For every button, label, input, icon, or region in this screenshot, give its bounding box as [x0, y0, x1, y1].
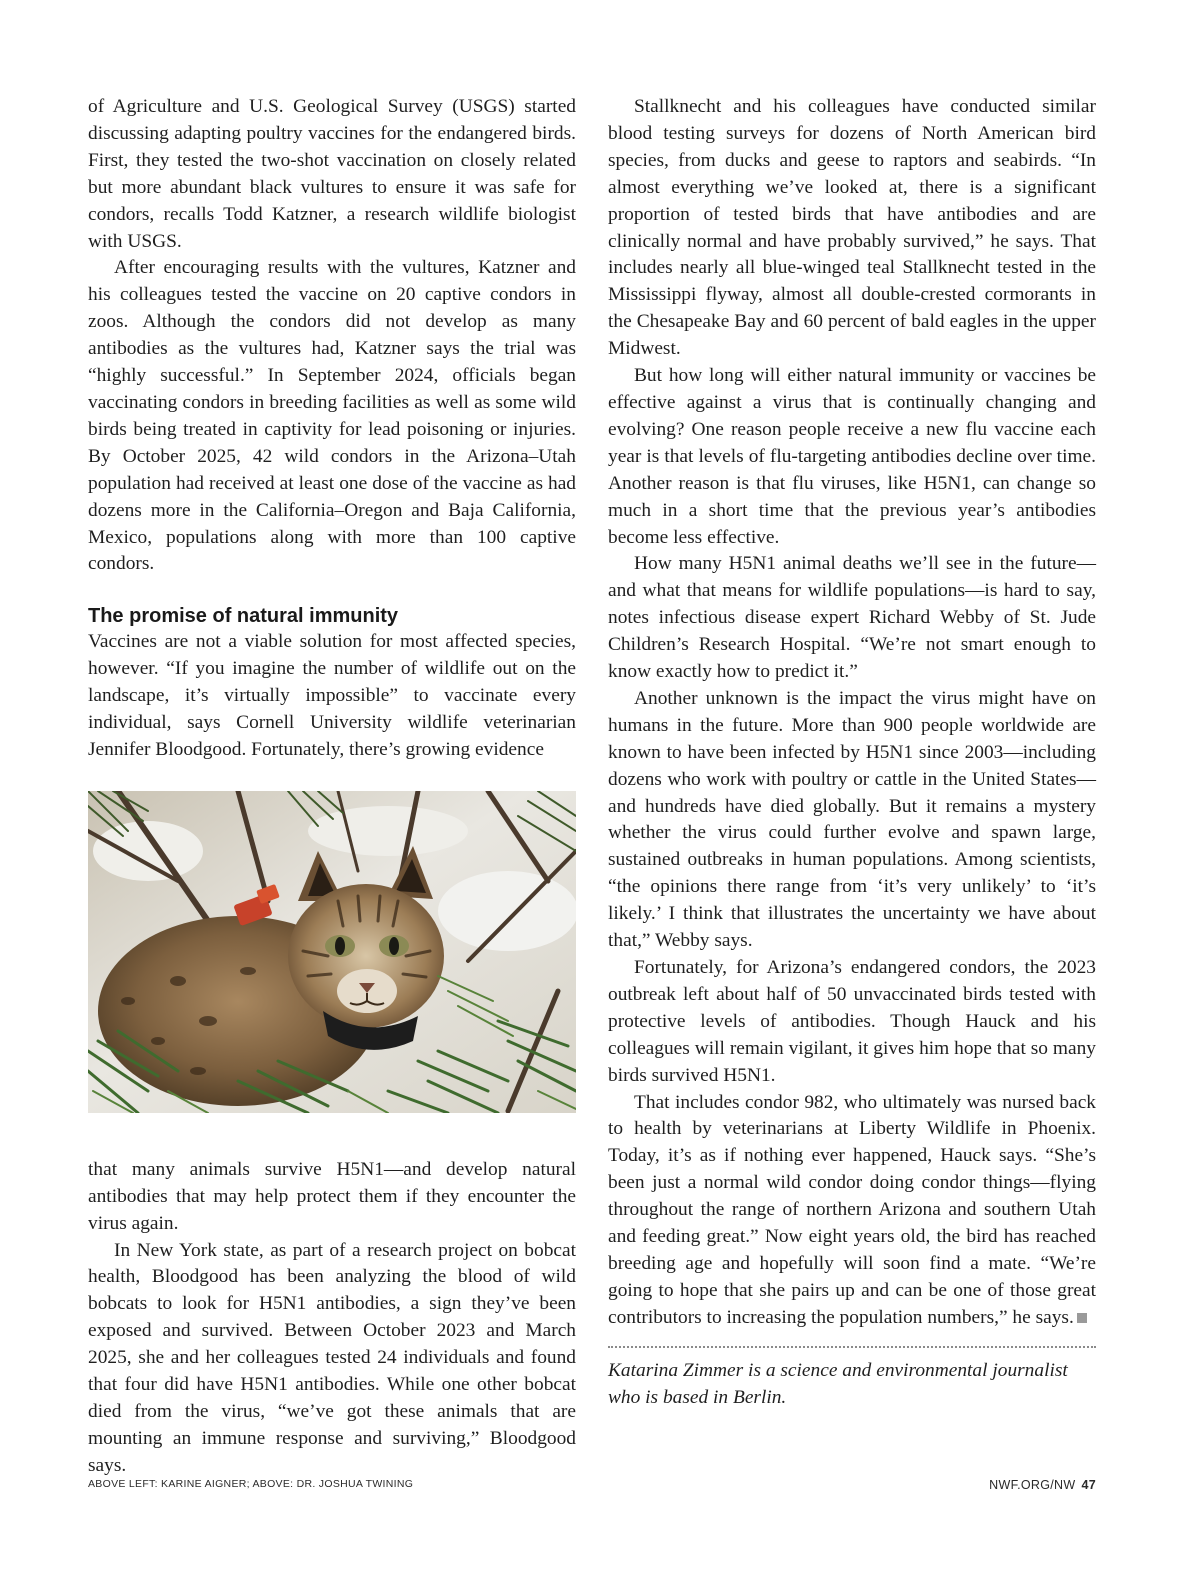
left-paragraph-1: of Agriculture and U.S. Geological Survey (USGS) started discussing adapting poultry vaccines for the endangered birds. First, they tested the two-shot vaccination on closely related but more abundant black vultures to ensure it was safe for condors, recalls Todd Katzner, a research wildlife biologist with USGS.: [88, 96, 576, 252]
right-paragraph-6: [608, 1090, 1096, 1332]
end-mark-icon: [1077, 1313, 1087, 1323]
author-divider: [608, 1346, 1096, 1348]
right-paragraph-4: Another unknown is the impact the virus might have on humans in the future. More than 900 people worldwide are known to have been infected by H5N1 since 2003—including dozens who work with poultry or cattle in the United States—and hundreds have died globally. But it remains a mystery whether the virus could further evolve and spawn large, sustained outbreaks in human populations. Among scientists, “the opinions there range from ‘it’s very unlikely’ to ‘it’s likely.’ I think that illustrates the uncertainty we have about that,” Webby says.: [608, 687, 1096, 952]
footer-right: [989, 1478, 1096, 1492]
photo-credit: ABOVE LEFT: KARINE AIGNER; ABOVE: DR. JOSHUA TWINING: [88, 1478, 414, 1490]
author-bio: Katarina Zimmer is a science and environmental journalist who is based in Berlin.: [608, 1359, 1068, 1408]
left-column: [88, 94, 576, 1480]
left-paragraph-3: Vaccines are not a viable solution for most affected species, however. “If you imagine the number of wildlife out on the landscape, it’s virtually impossible” to vaccinate every individual, says Cornell University wildlife veterinarian Jennifer Bloodgood. Fortunately, there’s growing evidence: [88, 631, 576, 760]
right-paragraph-2: But how long will either natural immunity or vaccines be effective against a virus that is continually changing and evolving? One reason people receive a new flu vaccine each year is that levels of flu-targeting antibodies decline over time. Another reason is that flu viruses, like H5N1, can change so much in a short time that the previous year’s antibodies become less effective.: [608, 365, 1096, 548]
right-paragraph-1: Stallknecht and his colleagues have conducted similar blood testing surveys for dozens of North American bird species, from ducks and geese to raptors and seabirds. “In almost everything we’ve looked at, there is a significant proportion of tested birds that have antibodies and are clinically normal and have probably survived,” he says. That includes nearly all blue-winged teal Stallknecht tested in the Mississippi flyway, almost all double-crested cormorants in the Chesapeake Bay and 60 percent of bald eagles in the upper Midwest.: [608, 96, 1096, 360]
page-number: 47: [1081, 1478, 1096, 1492]
left-paragraph-2: After encouraging results with the vultures, Katzner and his colleagues tested the vaccine on 20 captive condors in zoos. Although the condors did not develop as many antibodies as the vultures had, Katzner says the trial was “highly successful.” In September 2024, officials began vaccinating condors in breeding facilities as well as some wild birds being treated in captivity for lead poisoning or injuries. By October 2025, 42 wild condors in the Arizona–Utah population had received at least one dose of the vaccine as had dozens more in the California–Oregon and Baja California, Mexico, populations along with more than 100 captive condors.: [88, 257, 576, 575]
right-paragraph-6-text: That includes condor 982, who ultimately was nursed back to health by veterinarians at Liberty Wildlife in Phoenix. Today, it’s as if nothing ever happened, Hauck says. “She’s been just a normal wild condor doing condor things—flying throughout the range of northern Arizona and southern Utah and feeding great.” Now eight years old, the bird has reached breeding age and hopefully will soon find a mate. “We’re going to hope that she pairs up and can be one of those great contributors to increasing the population numbers,” he says.: [608, 1091, 1096, 1328]
site-url: NWF.ORG/NW: [989, 1478, 1076, 1492]
section-heading: The promise of natural immunity: [88, 605, 399, 628]
left-paragraph-4: that many animals survive H5N1—and develop natural antibodies that may help protect them if they encounter the virus again.: [88, 1158, 576, 1234]
right-paragraph-5: Fortunately, for Arizona’s endangered condors, the 2023 outbreak left about half of 50 unvaccinated birds tested with protective levels of antibodies. Though Hauck and his colleagues will remain vigilant, it gives him hope that so many birds survived H5N1.: [608, 957, 1096, 1086]
right-paragraph-3: How many H5N1 animal deaths we’ll see in the future—and what that means for wildlife populations—is hard to say, notes infectious disease expert Richard Webby of St. Jude Children’s Research Hospital. “We’re not smart enough to know exactly how to predict it.”: [608, 553, 1096, 683]
left-paragraph-5: In New York state, as part of a research project on bobcat health, Bloodgood has been analyzing the blood of wild bobcats to look for H5N1 antibodies, a sign they’ve been exposed and survived. Between October 2023 and March 2025, she and her colleagues tested 24 individuals and found that four did have H5N1 antibodies. While one other bobcat died from the virus, “we’ve got these animals that are mounting an immune response and surviving,” Bloodgood says.: [88, 1239, 576, 1476]
right-column: [608, 94, 1096, 1412]
bobcat-photo: [88, 791, 576, 1113]
